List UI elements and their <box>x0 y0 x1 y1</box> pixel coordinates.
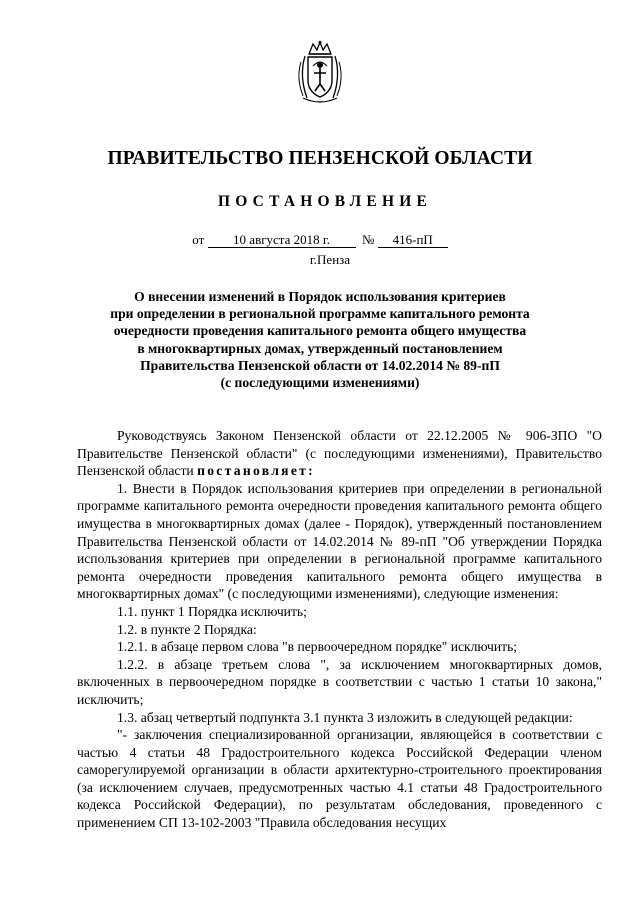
document-number: 416-пП <box>378 233 448 248</box>
heading-line: (с последующими изменениями) <box>220 375 420 391</box>
heading-line: Правительства Пензенской области от 14.02.2014 № 89-пП <box>140 357 500 373</box>
document-date: 10 августа 2018 г. <box>208 233 356 248</box>
date-prefix: от <box>192 232 205 247</box>
paragraph-1-2: 1.2. в пункте 2 Порядка: <box>117 621 257 637</box>
date-number-line <box>0 232 640 248</box>
paragraph-1-1: 1.1. пункт 1 Порядка исключить; <box>117 603 307 619</box>
paragraph-1-2-1: 1.2.1. в абзаце первом слова "в первоочередном порядке" исключить; <box>117 639 518 655</box>
preamble-paragraph <box>77 427 602 480</box>
preamble-text: Руководствуясь Законом Пензенской области от 22.12.2005 № 906-ЗПО "О Правительстве Пензенской области" (с последующими изменениями), Правительство Пензенской области <box>77 428 602 479</box>
paragraph-1-3: 1.3. абзац четвертый подпункта 3.1 пункта 3 изложить в следующей редакции: <box>117 709 573 725</box>
heading-line: при определении в региональной программе капитального ремонта <box>110 306 530 322</box>
paragraph-1: 1. Внести в Порядок использования критериев при определении в региональной программе капитального ремонта очередности проведения капитального ремонта общего имущества в многоквартирных домах (далее - Порядок), утвержденный постановлением Правительства Пензенской области от 14.02.2014 № 89-пП "Об утверждении Порядка использования критериев при определении в региональной программе капитального ремонта очередности проведения капитального ремонта общего имущества в многоквартирных домах" (с последующими изменениями), следующие изменения: <box>77 480 602 602</box>
paragraph-1-2-2: 1.2.2. в абзаце третьем слова ", за исключением многоквартирных домов, включенных в первоочередном порядке в соответствии с частью 1 статьи 10 закона," исключить; <box>77 656 602 707</box>
document-body <box>77 427 602 832</box>
quoted-paragraph: "- заключения специализированной организации, являющейся в соответствии с частью 4 статьи 48 Градостроительного кодекса Российской Федерации членом саморегулируемой организации в области архитектурно-строительного проектирования (за исключением случаев, предусмотренных частью 4.1 статьи 48 Градостроительного кодекса Российской Федерации), по результатам обследования, проведенного с применением СП 13-102-2003 "Правила обследования несущих <box>77 727 602 831</box>
government-name: ПРАВИТЕЛЬСТВО ПЕНЗЕНСКОЙ ОБЛАСТИ <box>107 148 533 169</box>
resolves-word: постановляет: <box>197 463 315 479</box>
coat-of-arms-emblem <box>293 40 347 104</box>
document-heading <box>60 288 580 391</box>
heading-line: О внесении изменений в Порядок использования критериев <box>134 289 506 304</box>
number-prefix: № <box>362 232 375 247</box>
heading-line: в многоквартирных домах, утвержденный постановлением <box>137 340 503 356</box>
heading-line: очередности проведения капитального ремонта общего имущества <box>113 323 527 339</box>
document-type: ПОСТАНОВЛЕНИЕ <box>217 193 433 210</box>
city: г.Пенза <box>309 252 351 267</box>
